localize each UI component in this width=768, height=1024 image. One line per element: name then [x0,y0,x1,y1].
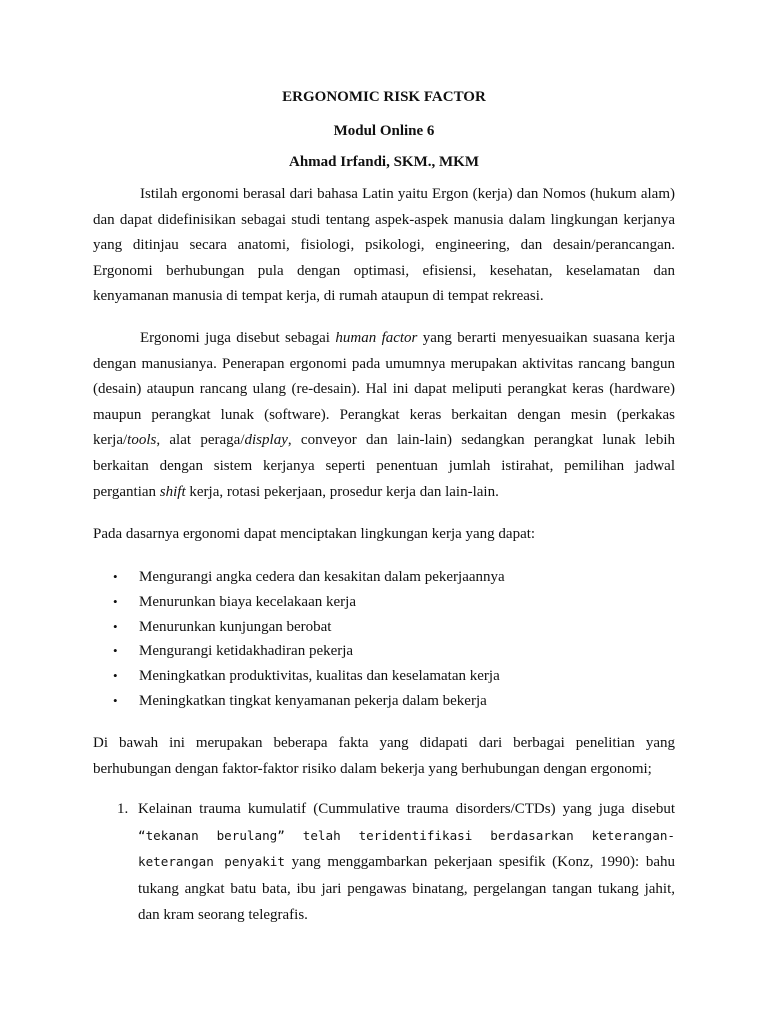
list-item [93,590,675,615]
bullet-icon: • [113,692,118,708]
list-item-text: Menurunkan biaya kecelakaan kerja [139,593,356,610]
bullet-icon: • [113,569,118,584]
list-number: 1. [117,801,129,817]
author-name: Ahmad Irfandi, SKM., MKM [288,154,479,170]
list-item-text: Menurunkan kunjungan berobat [139,618,332,635]
paragraph-facts-intro: Di bawah ini merupakan beberapa fakta yang didapati dari berbagai penelitian yang berhubungan dengan faktor-faktor risiko dalam bekerja yang berhubungan dengan ergonomi; [93,735,675,777]
list-item-text: Meningkatkan tingkat kenyamanan pekerja dalam bekerja [139,692,487,709]
bullet-icon: • [113,593,118,609]
italic-term: shift [159,483,186,500]
list-item-text: Mengurangi angka cedera dan kesakitan dalam pekerjaannya [139,569,505,585]
list-item-text-mono: “tekanan berulang” telah teridentifikasi berdasarkan keterangan-keterangan penyakit [138,827,675,869]
bullet-icon: • [113,643,118,659]
list-item [93,689,675,714]
facts-numbered-list [93,796,675,929]
bullet-icon: • [113,668,118,684]
document-title: ERGONOMIC RISK FACTOR [282,89,486,105]
italic-term: display [244,432,288,449]
list-item-text: Kelainan trauma kumulatif (Cummulative trauma disorders/CTDs) yang juga disebut [138,801,675,817]
italic-term: tools [127,432,157,449]
paragraph-text: , conveyor dan lain-lain) sedangkan perangkat lunak lebih berkaitan dengan sistem kerjanya seperti penentuan jumlah istirahat, pemilihan jadwal pergantian [93,432,675,500]
list-item [93,639,675,664]
list-item-text: yang menggambarkan pekerjaan spesifik (Konz, 1990): bahu tukang angkat batu bata, ibu jari pengawas binatang, pergelangan tangan tukang jahit, dan kram seorang telegrafis. [138,854,675,923]
list-item [93,565,675,590]
paragraph-text: kerja, rotasi pekerjaan, prosedur kerja dan lain-lain. [185,483,499,500]
bullet-icon: • [113,618,118,634]
paragraph-definition: Istilah ergonomi berasal dari bahasa Latin yaitu Ergon (kerja) dan Nomos (hukum alam) dan dapat didefinisikan sebagai studi tentang aspek-aspek manusia dalam lingkungan kerjanya yang ditinjau secara anatomi, fisiologi, psikologi, engineering, dan desain/perancangan. Ergonomi berhubungan pula dengan optimasi, efisiensi, kesehatan, keselamatan dan kenyamanan manusia di tempat kerja, di rumah ataupun di tempat rekreasi. [93,186,675,305]
paragraph-text: Ergonomi juga disebut sebagai [140,330,336,346]
paragraph-text: , alat peraga/ [156,432,245,449]
paragraph-benefits-intro: Pada dasarnya ergonomi dapat menciptakan lingkungan kerja yang dapat: [93,526,536,542]
list-item [93,796,675,929]
paragraph-text: yang berarti menyesuaikan suasana kerja dengan manusianya. Penerapan ergonomi pada umumnya merupakan aktivitas rancang bangun (desain) ataupun rancang ulang (re-desain). Hal ini dapat meliputi perangkat keras (hardware) maupun perangkat lunak (software). Perangkat keras berkaitan dengan mesin (perkakas kerja/ [93,330,676,449]
benefits-bullet-list [93,565,675,714]
list-item [93,664,675,689]
module-subtitle: Modul Online 6 [333,123,435,139]
list-item-text: Meningkatkan produktivitas, kualitas dan keselamatan kerja [139,668,500,685]
list-item [93,615,675,640]
italic-term: human factor [335,330,418,346]
list-item-text: Mengurangi ketidakhadiran pekerja [139,643,354,660]
paragraph-human-factor [93,326,675,505]
